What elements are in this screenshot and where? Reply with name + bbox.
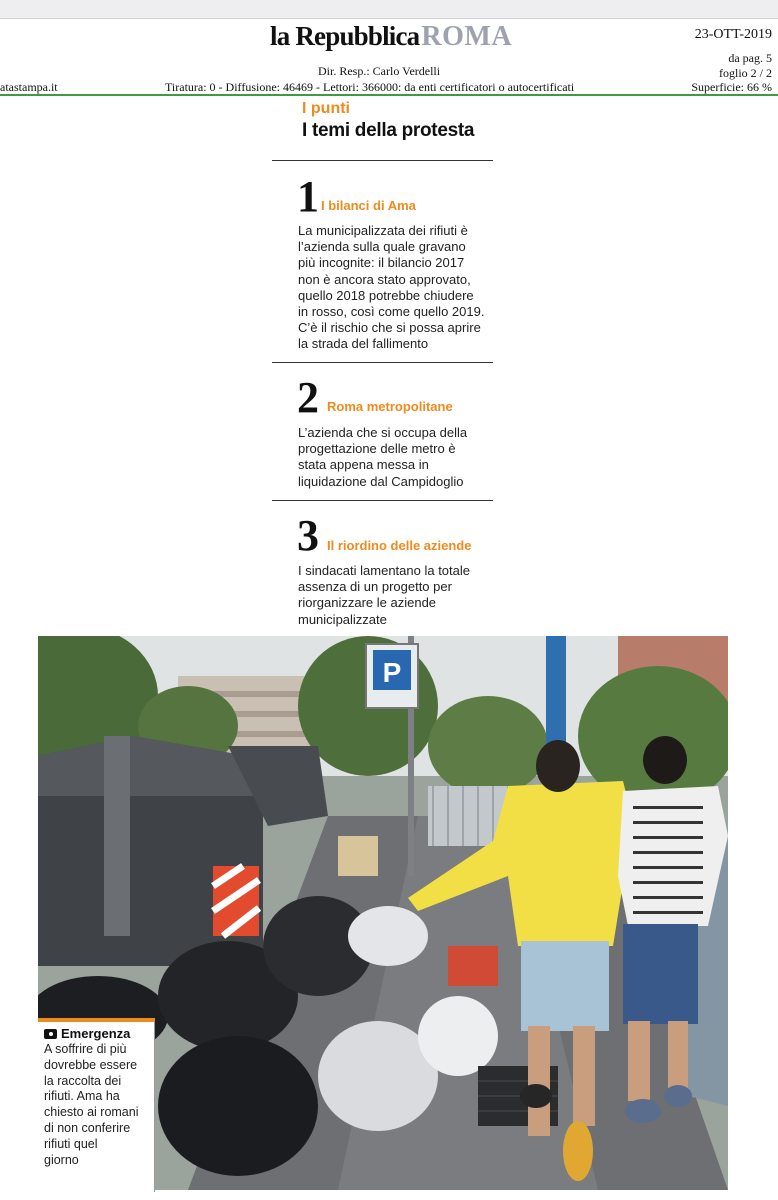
surface-info: Superficie: 66 % <box>691 80 772 94</box>
caption-line: la raccolta dei <box>44 1073 122 1088</box>
body-line: liquidazione dal Campidoglio <box>298 473 464 489</box>
body-line: in rosso, così come quello 2019. <box>298 304 485 320</box>
page-number: da pag. 5 <box>728 51 772 65</box>
caption-line: rifiuti quel <box>44 1136 98 1151</box>
caption-line: A soffrire di più <box>44 1042 127 1056</box>
box-title: I temi della protesta <box>302 120 475 141</box>
point-body <box>298 223 498 353</box>
point-title: I bilanci di Ama <box>321 198 416 213</box>
caption-title: Emergenza <box>61 1026 131 1041</box>
point-number: 2 <box>297 373 319 422</box>
divider <box>272 362 493 363</box>
caption-heading <box>44 1026 130 1041</box>
publication-date: 23-OTT-2019 <box>694 27 772 42</box>
point-title: Il riordino delle aziende <box>327 538 472 553</box>
caption-body <box>44 1042 139 1168</box>
body-line: non è ancora stato approvato, <box>298 271 471 287</box>
point-number: 1 <box>297 172 319 221</box>
caption-line: giorno <box>44 1152 79 1167</box>
body-line: l’azienda sulla quale gravano <box>298 239 466 255</box>
body-line: municipalizzate <box>298 611 387 627</box>
body-line: assenza di un progetto per <box>298 579 452 595</box>
caption-line: dovrebbe essere <box>44 1057 138 1072</box>
masthead-name: la Repubblica <box>270 21 420 51</box>
masthead-city: ROMA <box>421 21 513 52</box>
circulation-info: Tiratura: 0 - Diffusione: 46469 - Lettori: 366000: da enti certificatori o autocertificati <box>165 80 575 94</box>
camera-icon <box>44 1029 57 1039</box>
box-kicker: I punti <box>302 100 350 117</box>
body-line: I sindacati lamentano la totale <box>298 563 470 578</box>
point-title: Roma metropolitane <box>327 399 453 414</box>
body-line: progettazione delle metro è <box>298 441 456 457</box>
photo-caption <box>38 1018 155 1192</box>
body-line: la strada del fallimento <box>298 336 429 352</box>
director: Dir. Resp.: Carlo Verdelli <box>318 64 441 78</box>
sheet-number: foglio 2 / 2 <box>719 66 772 80</box>
body-line: stata appena messa in <box>298 457 429 473</box>
source-site: atastampa.it <box>0 80 58 94</box>
caption-line: rifiuti. Ama ha <box>44 1089 120 1104</box>
browser-top-strip <box>0 0 778 19</box>
parking-sign-letter: P <box>382 657 402 688</box>
body-line: più incognite: il bilancio 2017 <box>298 255 465 271</box>
masthead <box>270 20 512 52</box>
divider <box>272 160 493 161</box>
body-line: C’è il rischio che si possa aprire <box>298 320 481 336</box>
caption-line: di non conferire <box>44 1120 131 1135</box>
caption-line: chiesto ai romani <box>44 1105 139 1120</box>
body-line: riorganizzare le aziende <box>298 595 437 611</box>
body-line: quello 2018 potrebbe chiudere <box>298 287 474 303</box>
point-body <box>298 425 498 490</box>
body-line: La municipalizzata dei rifiuti è <box>298 223 468 238</box>
divider <box>272 500 493 501</box>
point-body <box>298 563 498 628</box>
body-line: L’azienda che si occupa della <box>298 425 468 440</box>
point-number: 3 <box>297 511 319 560</box>
header-divider <box>0 94 778 96</box>
